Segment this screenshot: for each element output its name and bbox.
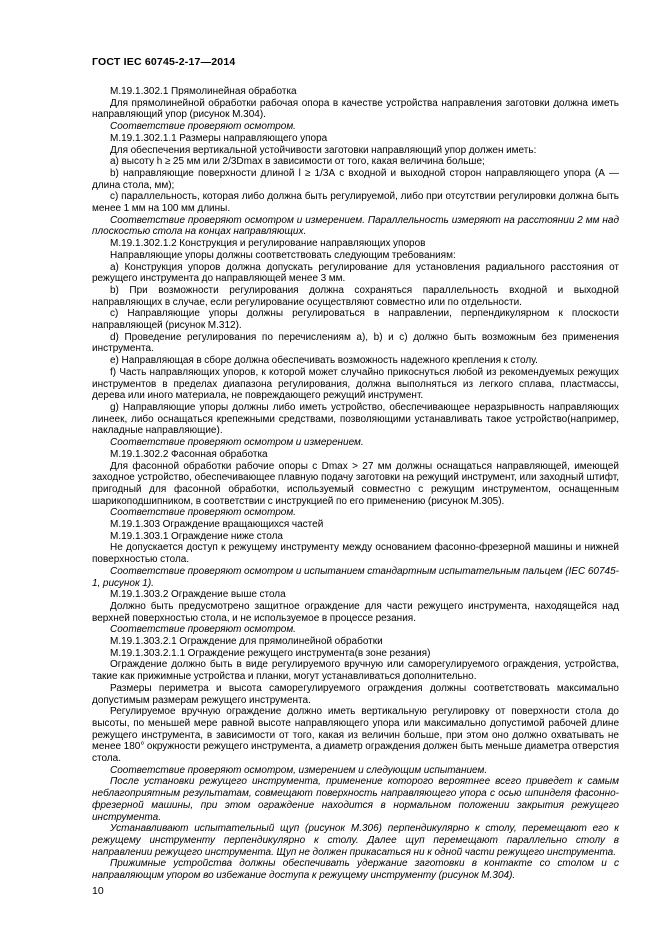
paragraph: Соответствие проверяют осмотром, измерением и следующим испытанием.: [110, 764, 488, 776]
paragraph: Не допускается доступ к режущему инструменту между основанием фасонно-фрезерной машины и нижней поверхностью стола.: [92, 542, 619, 566]
paragraph: Соответствие проверяют осмотром.: [110, 507, 296, 519]
paragraph: b) направляющие поверхности длиной l ≥ 1/3А с входной и выходной сторон направляющего упора (А — длина стола, мм);: [92, 167, 619, 191]
paragraph: М.19.1.303.1 Ограждение ниже стола: [110, 530, 283, 542]
document-header: ГОСТ IEC 60745-2-17—2014: [92, 56, 236, 68]
paragraph: Соответствие проверяют осмотром и измерением. Параллельность измеряют на расстоянии 2 мм над плоскостью стола на концах направляющих.: [92, 214, 619, 238]
paragraph: а) высоту h ≥ 25 мм или 2/3Dmax в зависимости от того, какая величина больше;: [110, 156, 485, 168]
paragraph: Соответствие проверяют осмотром.: [110, 624, 296, 636]
paragraph: Для прямолинейной обработки рабочая опора в качестве устройства направления заготовки должна иметь направляющий упор (рисунок М.304).: [92, 97, 619, 121]
paragraph: М.19.1.302.2 Фасонная обработка: [110, 448, 268, 460]
paragraph: После установки режущего инструмента, применение которого вероятнее всего приведет к самым неблагоприятным результатам, совмещают поверхность направляющего упора с осью шпинделя фасонно-фрезерной машины, при этом ограждение находится в нормальном положении закрытия режущего инструмента.: [92, 776, 619, 823]
paragraph: Соответствие проверяют осмотром.: [110, 121, 296, 133]
paragraph: М.19.1.303.2.1.1 Ограждение режущего инструмента(в зоне резания): [110, 647, 431, 659]
paragraph: Соответствие проверяют осмотром и измерением.: [110, 437, 364, 449]
paragraph: d) Проведение регулирования по перечислениям а), b) и с) должно быть возможным без применения инструмента.: [92, 331, 619, 355]
document-content: [92, 56, 619, 897]
paragraph: М.19.1.302.1.2 Конструкция и регулирование направляющих упоров: [110, 238, 426, 250]
paragraph: Ограждение должно быть в виде регулируемого вручную или саморегулируемого ограждения, устройства, такие как прижимные устройства и планки, могут устанавливаться дополнительно.: [92, 659, 619, 683]
paragraph: f) Часть направляющих упоров, к которой может случайно прикоснуться любой из рекомендуемых режущих инструментов в пределах диапазона регулирования, должна выполняться из легкого сплава, пластмассы, дерева или иного материала, не повреждающего режущий инструмент.: [92, 366, 619, 402]
paragraph: Для обеспечения вертикальной устойчивости заготовки направляющий упор должен иметь:: [110, 144, 537, 156]
paragraph: Прижимные устройства должны обеспечивать удержание заготовки в контакте со столом и с направляющим упором во избежание доступа к режущему инструменту (рисунок М.304).: [92, 858, 619, 882]
paragraph: М.19.1.303 Ограждение вращающихся частей: [110, 519, 324, 531]
paragraph: М.19.1.303.2 Ограждение выше стола: [110, 589, 286, 601]
paragraph: Соответствие проверяют осмотром и испытанием стандартным испытательным пальцем (IEC 60745-1, рисунок 1).: [92, 565, 619, 589]
document-body: [92, 86, 619, 882]
paragraph: с) параллельность, которая либо должна быть регулируемой, либо при отсутствии регулировки должна быть менее 1 мм на 100 мм длины.: [92, 191, 619, 215]
paragraph: Устанавливают испытательный щуп (рисунок М.306) перпендикулярно к столу, перемещают его к режущему инструменту перпендикулярно к столу. Далее щуп перемещают параллельно столу в направлении режущего инструмента. Щуп не должен прикасаться ни к одной части режущего инструмента.: [92, 823, 619, 858]
paragraph: g) Направляющие упоры должны либо иметь устройство, обеспечивающее неразрывность направляющих линеек, либо оснащаться крепежными средствами, позволяющими устанавливать такое устройство(например, накладные направляющие).: [92, 401, 619, 437]
paragraph: b) При возможности регулирования должна сохраняться параллельность входной и выходной направляющих в случае, если регулирование осуществляют совместно или по отдельности.: [92, 284, 619, 308]
paragraph: М.19.1.302.1 Прямолинейная обработка: [110, 86, 297, 97]
paragraph: с) Направляющие упоры должны регулироваться в направлении, перпендикулярном к плоскости направляющей (рисунок М.312).: [92, 308, 619, 332]
paragraph: Должно быть предусмотрено защитное ограждение для части режущего инструмента, находящейся над верхней поверхностью стола, и не используемое в процессе резания.: [92, 600, 619, 624]
paragraph: Для фасонной обработки рабочие опоры с Dmax > 27 мм должны оснащаться направляющей, имеющей заходное устройство, обеспечивающее плавную подачу заготовки на режущий инструмент, или заходный штифт, пригодный для фасонной обработки, используемый совместно с режущим инструментом, оснащенным шарикоподшипником, в соответствии с инструкцией по его применению (рисунок М.305).: [92, 460, 619, 507]
paragraph: Регулируемое вручную ограждение должно иметь вертикальную регулировку от поверхности стола до высоты, по меньшей мере равной высоте направляющего упора или максимально допустимой рабочей длине режущего инструмента, в зависимости от того, какая из величин больше, при этом оно должно охватывать не менее 180° окружности режущего инструмента, а диаметр ограждения должен быть меньше диаметра отверстия стола.: [92, 706, 620, 765]
paragraph: Размеры периметра и высота саморегулируемого ограждения должны соответствовать максимально допустимым размерам режущего инструмента.: [92, 682, 619, 706]
paragraph: М.19.1.302.1.1 Размеры направляющего упора: [110, 132, 328, 144]
paragraph: М.19.1.303.2.1 Ограждение для прямолинейной обработки: [110, 636, 383, 648]
paragraph: Направляющие упоры должны соответствовать следующим требованиям:: [110, 249, 456, 261]
paragraph: а) Конструкция упоров должна допускать регулирование для установления радиального расстояния от режущего инструмента до направляющей менее 3 мм.: [92, 261, 619, 285]
page-number: 10: [92, 884, 104, 897]
paragraph: е) Направляющая в сборе должна обеспечивать возможность надежного крепления к столу.: [110, 355, 538, 367]
